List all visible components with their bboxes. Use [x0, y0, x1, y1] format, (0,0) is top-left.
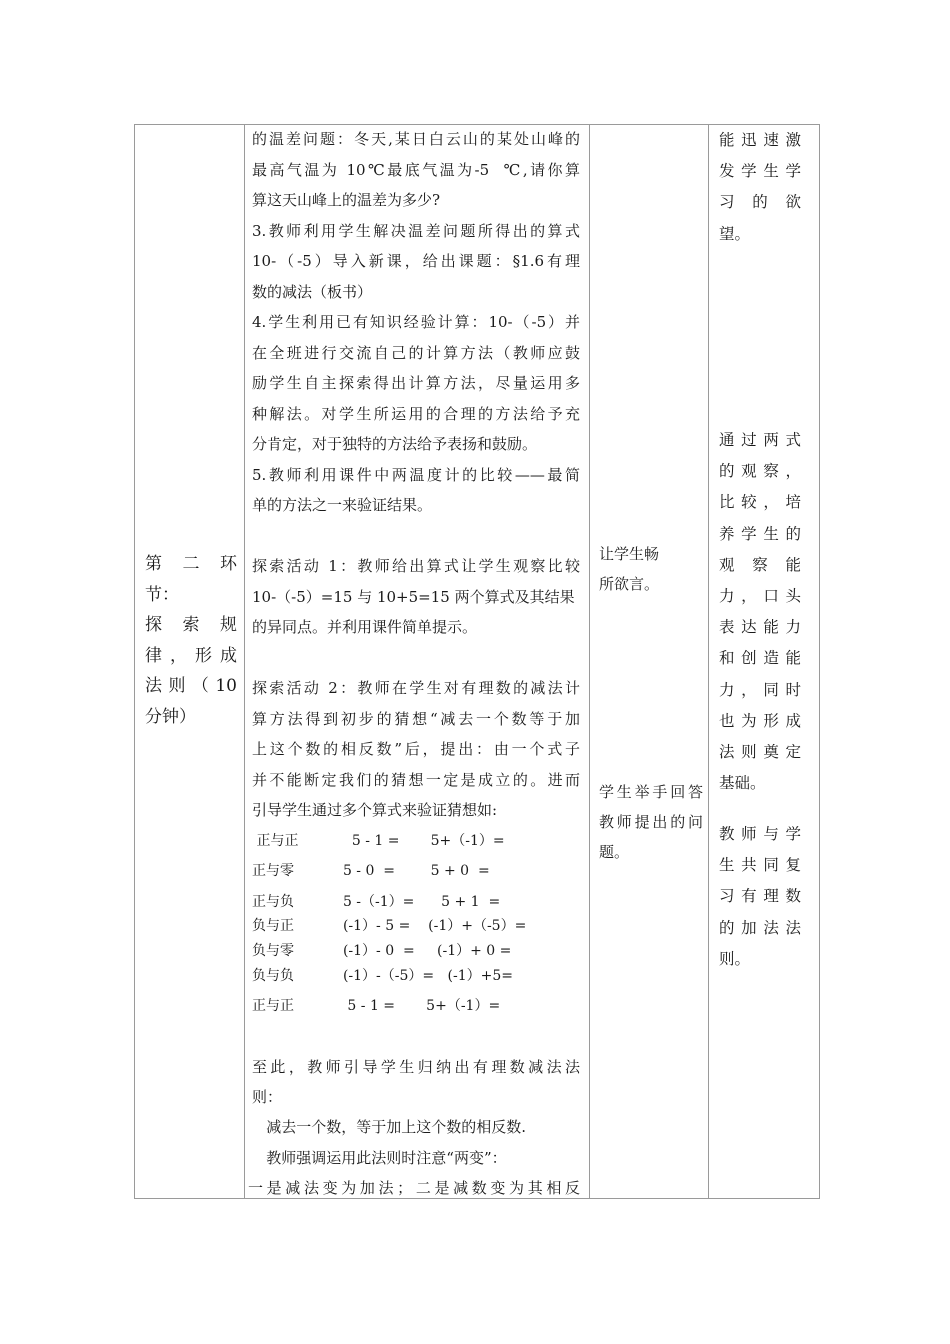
formula-line: 负与零 (-1）- 0 = (-1）+ 0 = [252, 943, 512, 959]
intent-line: 的加法法 [719, 918, 801, 937]
formula-line: 正与正 5 - 1 = 5+（-1）= [252, 998, 501, 1014]
intent-line: 发学生学 [719, 162, 801, 181]
content-line: 的异同点。并利用课件简单提示。 [252, 618, 478, 636]
content-line: 数的减法（板书） [252, 283, 373, 301]
content-line: 最高气温为 10℃最底气温为-5 ℃,请你算 [252, 161, 580, 179]
intent-line: 也为形成 [719, 711, 801, 730]
stage-line: 法则（10 [145, 676, 237, 696]
activity-line: 题。 [599, 843, 630, 861]
intent-line: 习 的 欲 [719, 193, 801, 212]
stage-line: 律，形成 [145, 645, 237, 666]
formula-line: 负与正 (-1）- 5 = (-1）+（-5）= [252, 918, 527, 934]
stage-label [145, 549, 237, 732]
content-line: 算这天山峰上的温差为多少? [252, 191, 441, 209]
activity-line: 所欲言。 [599, 575, 660, 593]
intent-line: 法则奠定 [719, 743, 801, 762]
content-line: 并不能断定我们的猜想一定是成立的。进而 [252, 771, 580, 789]
intent-line: 观 察 能 [719, 555, 801, 574]
intent-line: 生共同复 [719, 856, 801, 875]
content-line: 一是减法变为加法；二是减数变为其相反 [248, 1179, 580, 1197]
content-line: 教师强调运用此法则时注意“两变”： [252, 1149, 507, 1167]
formula-line: 正与正 5 - 1 = 5+（-1）= [252, 833, 505, 849]
teaching-content-cell [245, 125, 590, 1199]
design-intent-cell [709, 125, 820, 1199]
content-line: 5.教师利用课件中两温度计的比较——最简 [252, 466, 580, 484]
content-line: 种解法。对学生所运用的合理的方法给予充 [252, 405, 580, 423]
content-line: 算方法得到初步的猜想“减去一个数等于加 [252, 710, 580, 728]
intent-line: 能迅速激 [719, 131, 801, 149]
stage-line: 节： [145, 584, 179, 605]
intent-line: 表达能力 [719, 618, 801, 637]
content-line: 10-（-5）导入新课，给出课题：§1.6有理 [252, 252, 580, 270]
content-line: 励学生自主探索得出计算方法，尽量运用多 [252, 374, 580, 392]
formula-line: 负与负 (-1）-（-5）= (-1）+5= [252, 968, 513, 984]
student-activity-cell [590, 125, 709, 1199]
content-line: 引导学生通过多个算式来验证猜想如: [252, 801, 498, 819]
lesson-plan-table [134, 124, 820, 1199]
stage-cell [135, 125, 245, 1199]
content-line: 上这个数的相反数”后，提出：由一个式子 [252, 740, 580, 758]
intent-line: 和创造能 [719, 649, 801, 668]
content-line: 4.学生利用已有知识经验计算：10-（-5）并 [252, 313, 580, 331]
formula-line: 正与负 5 -（-1）= 5 + 1 = [252, 894, 501, 910]
stage-line: 探 索 规 [145, 615, 237, 635]
formula-line: 正与零 5 - 0 = 5 + 0 = [252, 863, 490, 879]
activity-line: 学生举手回答 [599, 783, 703, 801]
design-intent-block [719, 819, 801, 975]
content-line: 则： [252, 1088, 283, 1106]
content-line: 探索活动 1：教师给出算式让学生观察比较 [252, 557, 580, 575]
design-intent-block [719, 125, 801, 250]
table-row [135, 125, 820, 1199]
intent-line: 力，同时 [719, 680, 801, 699]
activity-line: 教师提出的问 [599, 813, 703, 831]
content-line: 10-（-5）=15 与 10+5=15 两个算式及其结果 [252, 588, 575, 606]
content-line: 单的方法之一来验证结果。 [252, 496, 433, 514]
intent-line: 教师与学 [719, 825, 801, 843]
intent-line: 的观察， [719, 462, 801, 481]
content-line: 分肯定，对于独特的方法给予表扬和鼓励。 [252, 435, 538, 453]
content-line: 3.教师利用学生解决温差问题所得出的算式 [252, 222, 580, 240]
content-line: 探索活动 2：教师在学生对有理数的减法计 [252, 679, 580, 697]
intent-line: 力，口头 [719, 587, 801, 606]
stage-line: 分钟） [145, 706, 196, 727]
student-activity-block [599, 777, 705, 867]
content-line: 至此，教师引导学生归纳出有理数减法法 [252, 1058, 580, 1076]
intent-line: 养学生的 [719, 524, 801, 543]
content-line: 在全班进行交流自己的计算方法（教师应鼓 [252, 344, 580, 362]
intent-line: 望。 [719, 224, 751, 243]
student-activity-block [599, 539, 705, 599]
activity-line: 让学生畅 [599, 545, 660, 563]
intent-line: 比较，培 [719, 493, 801, 512]
stage-line: 第 二 环 [145, 554, 237, 574]
intent-line: 通过两式 [719, 431, 801, 449]
intent-line: 习有理数 [719, 887, 801, 906]
content-line: 减去一个数，等于加上这个数的相反数. [252, 1118, 527, 1136]
intent-line: 则。 [719, 949, 751, 968]
design-intent-block [719, 425, 801, 799]
intent-line: 基础。 [719, 774, 766, 793]
content-line: 的温差问题：冬天,某日白云山的某处山峰的 [252, 130, 580, 148]
